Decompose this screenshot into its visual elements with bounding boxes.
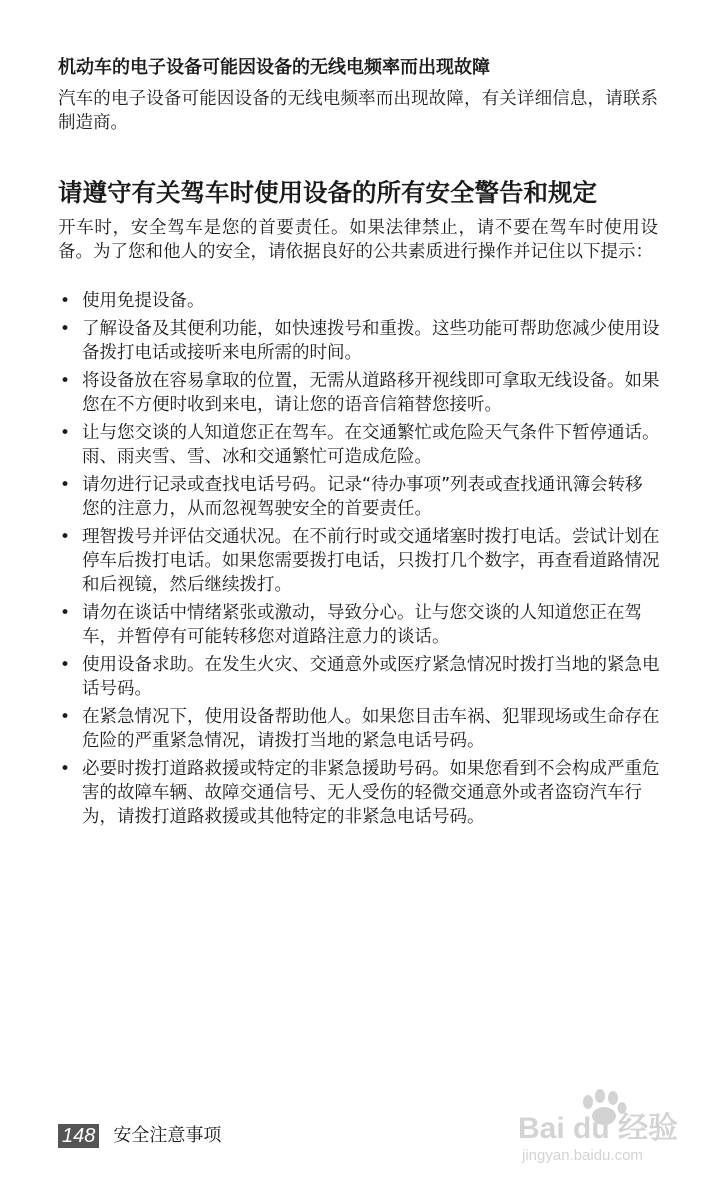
watermark-url: jingyan.baidu.com (522, 1147, 643, 1164)
bullet-icon: • (60, 603, 71, 623)
section-paragraph: 汽车的电子设备可能因设备的无线电频率而出现故障，有关详细信息，请联系制造商。 (58, 89, 658, 133)
bullet-icon: • (60, 759, 71, 779)
list-item (58, 473, 660, 521)
bullet-icon: • (60, 655, 71, 675)
list-item (58, 421, 660, 469)
baidu-jingyan-watermark (516, 1086, 688, 1166)
list-item-text: 请勿进行记录或查找电话号码。记录“待办事项”列表或查找通讯簿会转移您的注意力，从而忽视驾驶安全的首要责任。 (82, 475, 643, 519)
list-item (58, 705, 660, 753)
bullet-icon: • (60, 319, 71, 339)
list-item (58, 289, 660, 313)
bullet-icon: • (60, 707, 71, 727)
list-item-text: 使用免提设备。 (82, 291, 205, 311)
list-item-text: 请勿在谈话中情绪紧张或激动，导致分心。让与您交谈的人知道您正在驾车，并暂停有可能转移您对道路注意力的谈话。 (82, 603, 642, 647)
page-number: 148 (58, 1124, 99, 1148)
list-item-text: 理智拨号并评估交通状况。在不前行时或交通堵塞时拨打电话。尝试计划在停车后拨打电话。如果您需要拨打电话，只拨打几个数字，再查看道路情况和后视镜，然后继续拨打。 (82, 527, 660, 595)
bullet-icon: • (60, 475, 71, 495)
page-footer (58, 1124, 221, 1148)
bullet-icon: • (60, 371, 71, 391)
bullet-icon: • (60, 291, 71, 311)
list-item-text: 让与您交谈的人知道您正在驾车。在交通繁忙或危险天气条件下暂停通话。雨、雨夹雪、雪、冰和交通繁忙可造成危险。 (82, 423, 660, 467)
intro-paragraph: 开车时，安全驾车是您的首要责任。如果法律禁止，请不要在驾车时使用设备。为了您和他人的安全，请依据良好的公共素质进行操作并记住以下提示： (58, 218, 658, 262)
bullet-icon: • (60, 527, 71, 547)
section-heading: 机动车的电子设备可能因设备的无线电频率而出现故障 (58, 57, 490, 78)
list-item (58, 601, 660, 649)
list-item-text: 使用设备求助。在发生火灾、交通意外或医疗紧急情况时拨打当地的紧急电话号码。 (82, 655, 660, 699)
list-item (58, 653, 660, 701)
footer-section-label: 安全注意事项 (113, 1125, 222, 1146)
list-item-text: 将设备放在容易拿取的位置，无需从道路移开视线即可拿取无线设备。如果您在不方便时收到来电，请让您的语音信箱替您接听。 (82, 371, 660, 415)
list-item-text: 必要时拨打道路救援或特定的非紧急援助号码。如果您看到不会构成严重危害的故障车辆、故障交通信号、无人受伤的轻微交通意外或者盗窃汽车行为，请拨打道路救援或其他特定的非紧急电话号码。 (82, 759, 660, 827)
safety-tips-list (58, 289, 668, 833)
main-heading: 请遵守有关驾车时使用设备的所有安全警告和规定 (58, 178, 597, 207)
watermark-brand: Bai du 经验 (518, 1112, 679, 1145)
list-item (58, 525, 660, 597)
list-item-text: 在紧急情况下，使用设备帮助他人。如果您目击车祸、犯罪现场或生命存在危险的严重紧急情况，请拨打当地的紧急电话号码。 (82, 707, 660, 751)
list-item (58, 369, 660, 417)
list-item-text: 了解设备及其便利功能，如快速拨号和重拨。这些功能可帮助您减少使用设备拨打电话或接听来电所需的时间。 (82, 319, 660, 363)
list-item (58, 757, 660, 829)
bullet-icon: • (60, 423, 71, 443)
list-item (58, 317, 660, 365)
